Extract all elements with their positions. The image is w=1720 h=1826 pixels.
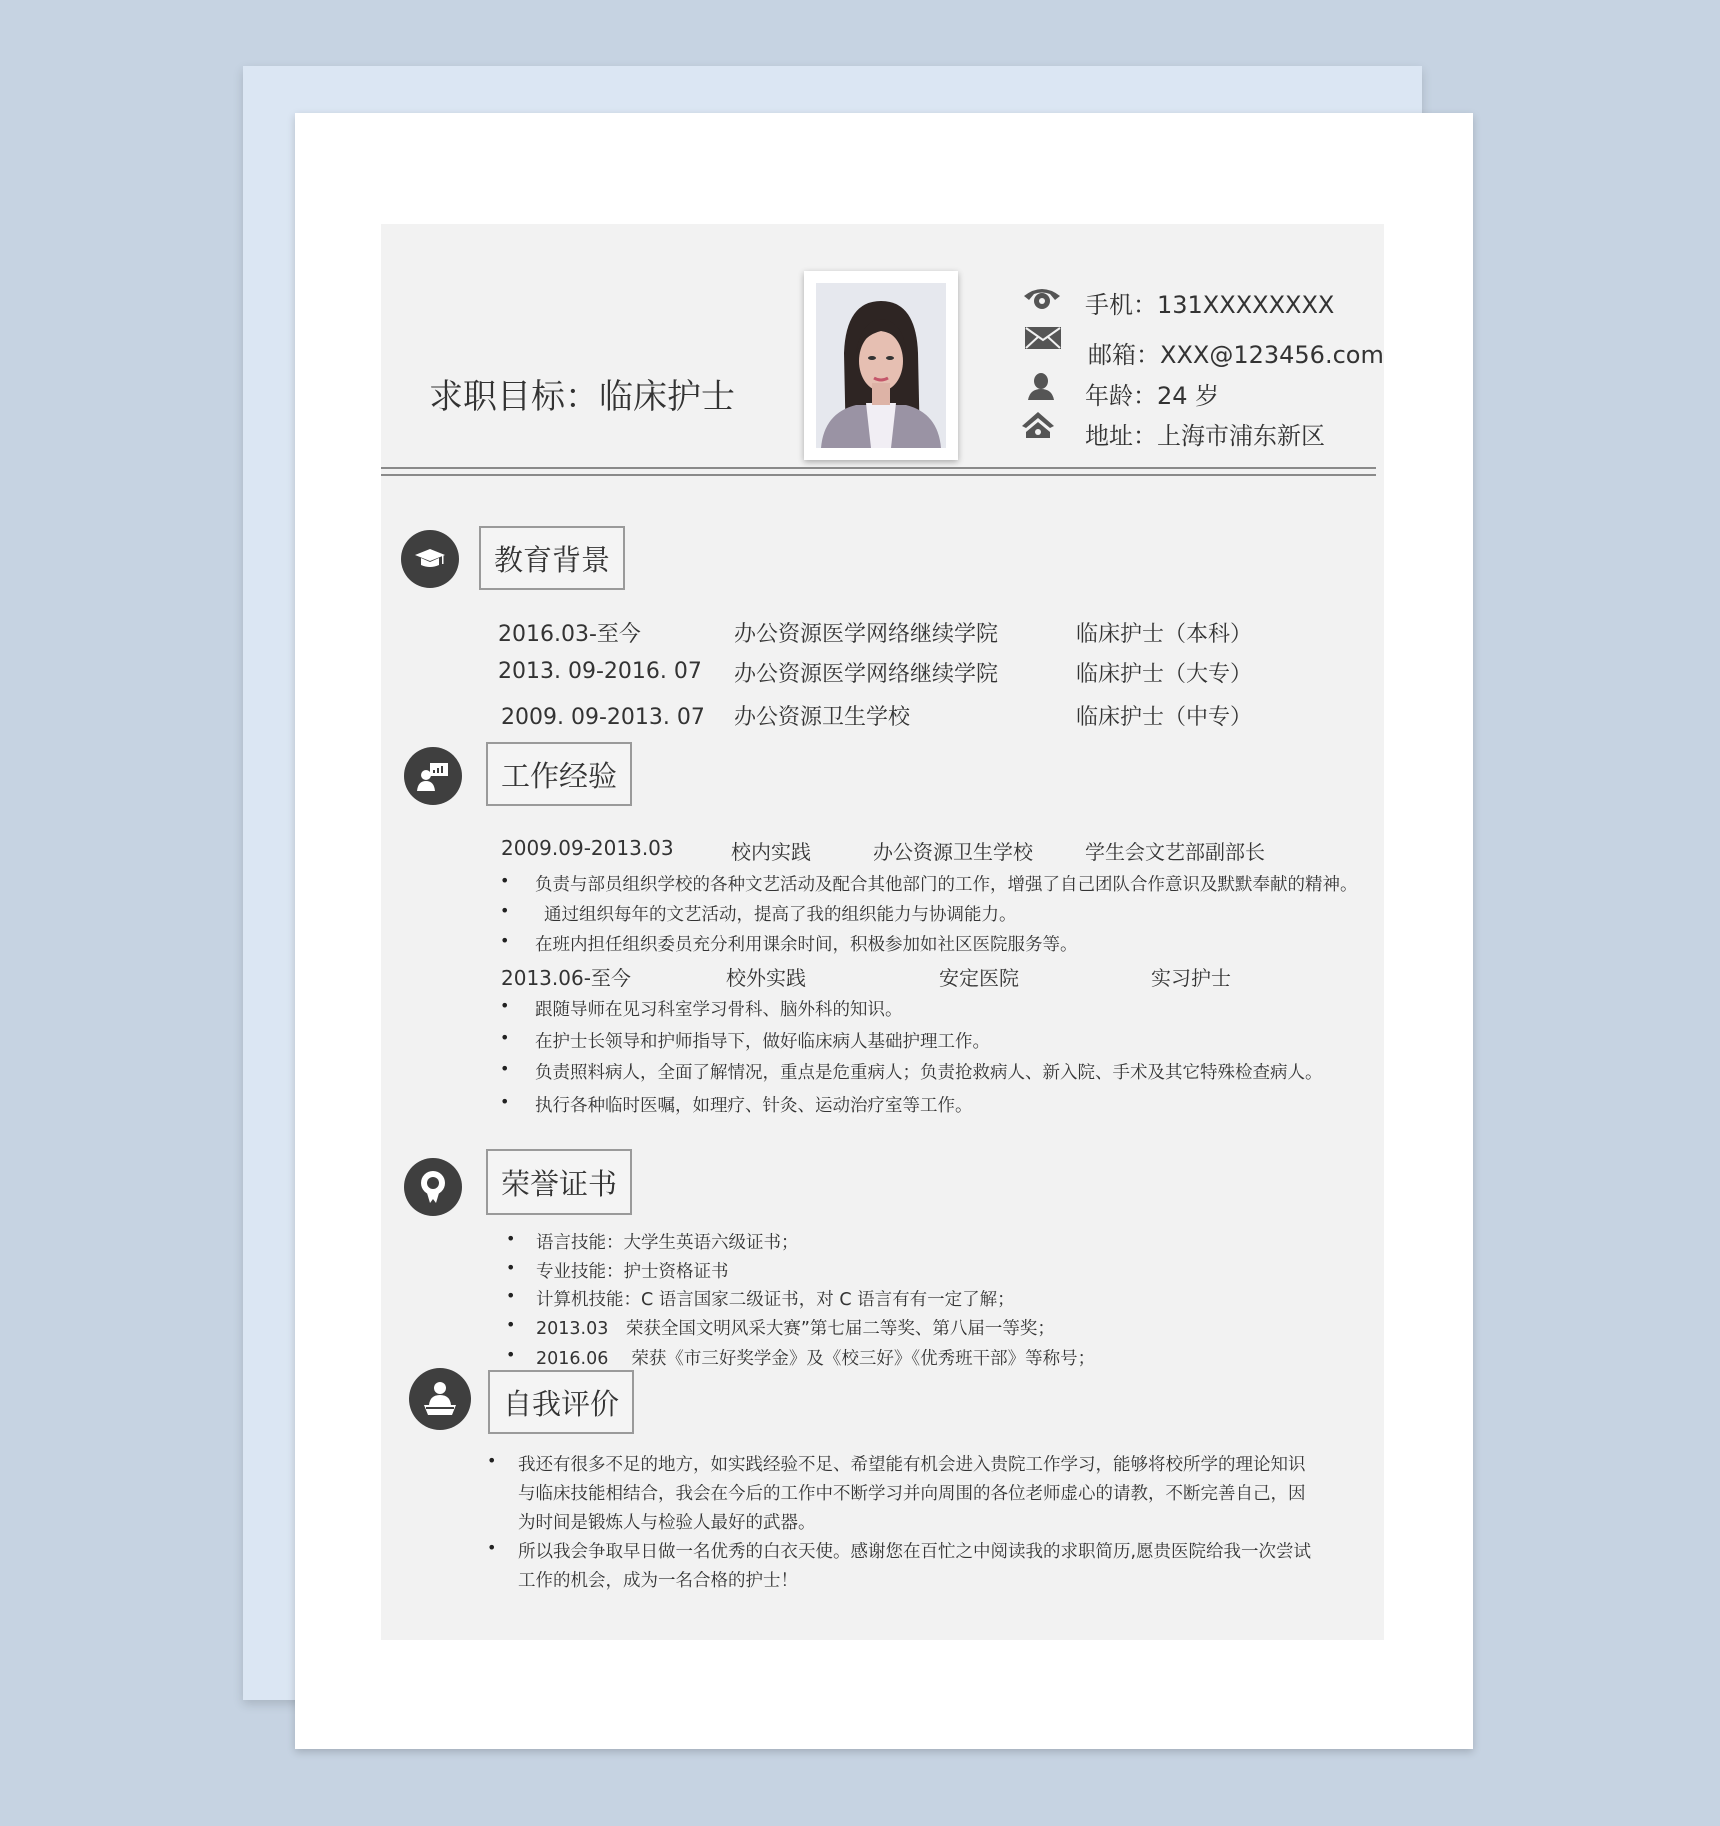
phone-icon bbox=[1022, 284, 1062, 314]
bullet: • bbox=[487, 1451, 497, 1470]
edu-major: 临床护士（中专） bbox=[1076, 705, 1253, 730]
email-text: 邮箱：XXX@123456.com bbox=[1088, 341, 1384, 369]
self-eval-paragraph: 所以我会争取早日做一名优秀的白衣天使。感谢您在百忙之中阅读我的求职简历,愿贵医院给我一次尝试工作的机会，成为一名合格的护士！ bbox=[518, 1542, 1312, 1591]
bullet: • bbox=[506, 1345, 516, 1364]
work-type: 校内实践 bbox=[731, 840, 811, 864]
work-bullet: 跟随导师在见习科室学习骨科、脑外科的知识。 bbox=[535, 1000, 903, 1020]
self-eval-paragraph: 我还有很多不足的地方，如实践经验不足、希望能有机会进入贵院工作学习，能够将校所学的理论知识与临床技能相结合，我会在今后的工作中不断学习并向周围的各位老师虚心的请教，不断完善自己，因为时间是锻炼人与检验人最好的武器。 bbox=[518, 1455, 1306, 1533]
person-icon bbox=[1026, 372, 1066, 402]
work-date: 2009.09-2013.03 bbox=[501, 836, 674, 860]
award-icon bbox=[404, 1158, 462, 1216]
work-type: 校外实践 bbox=[726, 966, 806, 990]
work-role: 学生会文艺部副部长 bbox=[1085, 840, 1265, 864]
section-title-education: 教育背景 bbox=[479, 526, 625, 590]
edu-date: 2013. 09-2016. 07 bbox=[498, 659, 702, 684]
address-text: 地址：上海市浦东新区 bbox=[1085, 422, 1325, 450]
bullet: • bbox=[500, 1092, 510, 1111]
edu-date: 2009. 09-2013. 07 bbox=[501, 705, 705, 730]
work-bullet: 在护士长领导和护师指导下，做好临床病人基础护理工作。 bbox=[535, 1032, 990, 1052]
section-title-self: 自我评价 bbox=[488, 1370, 634, 1434]
bullet: • bbox=[500, 871, 510, 890]
edu-major: 临床护士（本科） bbox=[1076, 622, 1253, 647]
phone-text: 手机：131XXXXXXXX bbox=[1085, 291, 1335, 319]
home-icon bbox=[1020, 410, 1060, 440]
work-date: 2013.06-至今 bbox=[501, 966, 631, 990]
work-bullet: 负责照料病人，全面了解情况，重点是危重病人；负责抢救病人、新入院、手术及其它特殊检查病人。 bbox=[535, 1063, 1323, 1083]
honor-item: 2013.03 荣获全国文明风采大赛”第七届二等奖、第八届一等奖； bbox=[536, 1319, 1055, 1339]
bullet: • bbox=[506, 1258, 516, 1277]
honor-item: 2016.06 荣获《市三好奖学金》及《校三好》《优秀班干部》等称号； bbox=[536, 1349, 1096, 1369]
work-bullet: 负责与部员组织学校的各种文艺活动及配合其他部门的工作，增强了自己团队合作意识及默默奉献的精神。 bbox=[535, 875, 1358, 895]
edu-school: 办公资源卫生学校 bbox=[734, 705, 911, 730]
work-bullet: 执行各种临时医嘱，如理疗、针灸、运动治疗室等工作。 bbox=[535, 1096, 973, 1116]
presenter-icon bbox=[404, 747, 462, 805]
divider-line bbox=[381, 467, 1376, 469]
work-org: 办公资源卫生学校 bbox=[873, 840, 1033, 864]
bullet: • bbox=[506, 1286, 516, 1305]
edu-date: 2016.03-至今 bbox=[498, 622, 641, 647]
work-bullet: 通过组织每年的文艺活动，提高了我的组织能力与协调能力。 bbox=[544, 905, 1017, 925]
work-bullet: 在班内担任组织委员充分利用课余时间，积极参加如社区医院服务等。 bbox=[535, 935, 1078, 955]
bullet: • bbox=[500, 1059, 510, 1078]
divider-line bbox=[381, 474, 1376, 476]
work-org: 安定医院 bbox=[939, 966, 1019, 990]
job-objective: 求职目标：临床护士 bbox=[429, 377, 735, 417]
bullet: • bbox=[500, 996, 510, 1015]
mail-icon bbox=[1024, 326, 1064, 356]
bullet: • bbox=[500, 1028, 510, 1047]
speaker-podium-icon bbox=[409, 1368, 471, 1430]
section-title-honors: 荣誉证书 bbox=[486, 1149, 632, 1215]
profile-photo bbox=[804, 271, 958, 460]
section-title-work: 工作经验 bbox=[486, 742, 632, 806]
edu-school: 办公资源医学网络继续学院 bbox=[734, 622, 999, 647]
work-role: 实习护士 bbox=[1151, 966, 1231, 990]
bullet: • bbox=[487, 1538, 497, 1557]
honor-item: 专业技能：护士资格证书 bbox=[536, 1262, 729, 1282]
age-text: 年龄：24 岁 bbox=[1085, 382, 1220, 410]
bullet: • bbox=[500, 931, 510, 950]
edu-major: 临床护士（大专） bbox=[1076, 662, 1253, 687]
honor-item: 计算机技能：C 语言国家二级证书，对 C 语言有有一定了解； bbox=[536, 1290, 1015, 1310]
honor-item: 语言技能：大学生英语六级证书； bbox=[536, 1233, 799, 1253]
bullet: • bbox=[506, 1229, 516, 1248]
bullet: • bbox=[500, 901, 510, 920]
bullet: • bbox=[506, 1315, 516, 1334]
graduation-cap-icon bbox=[401, 530, 459, 588]
edu-school: 办公资源医学网络继续学院 bbox=[734, 662, 999, 687]
